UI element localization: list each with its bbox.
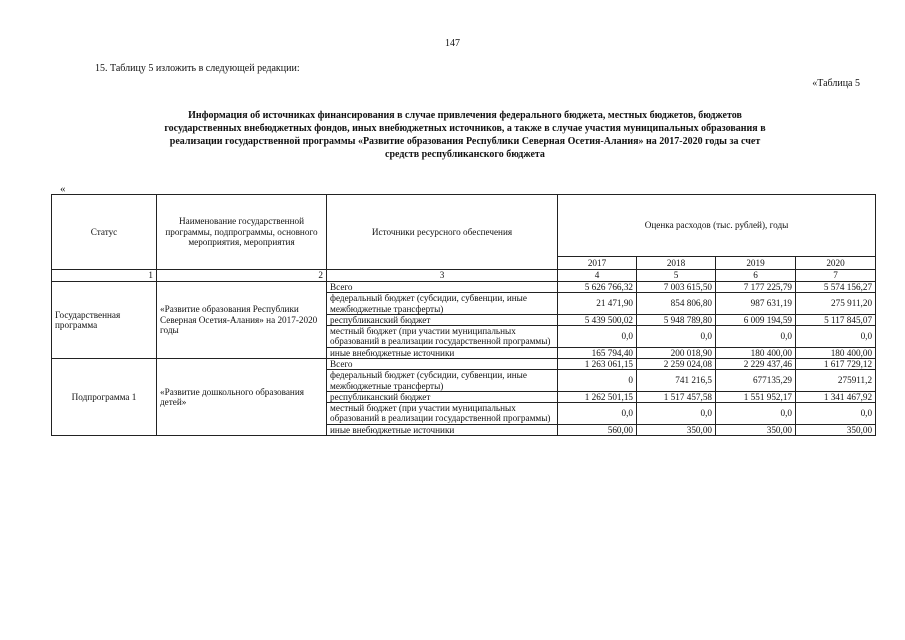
value-cell: 0,0	[796, 403, 876, 424]
value-cell: 0,0	[716, 326, 796, 347]
column-number: 3	[327, 270, 558, 282]
value-cell: 677135,29	[716, 370, 796, 391]
value-cell: 0,0	[558, 403, 637, 424]
value-cell: 0,0	[796, 326, 876, 347]
value-cell: 165 794,40	[558, 347, 637, 358]
value-cell: 2 229 437,46	[716, 359, 796, 370]
header-year: 2020	[796, 257, 876, 270]
table-row	[52, 359, 876, 370]
value-cell: 0,0	[637, 403, 716, 424]
value-cell: 5 117 845,07	[796, 314, 876, 325]
document-title	[60, 109, 870, 161]
column-number: 7	[796, 270, 876, 282]
value-cell: 854 806,80	[637, 293, 716, 314]
value-cell: 741 216,5	[637, 370, 716, 391]
page-number: 147	[445, 38, 460, 49]
value-cell: 987 631,19	[716, 293, 796, 314]
source-cell: Всего	[327, 282, 558, 293]
value-cell: 1 341 467,92	[796, 391, 876, 402]
value-cell: 6 009 194,59	[716, 314, 796, 325]
value-cell: 5 626 766,32	[558, 282, 637, 293]
value-cell: 0,0	[716, 403, 796, 424]
value-cell: 7 177 225,79	[716, 282, 796, 293]
program-name-cell: «Развитие образования Республики Северная Осетия-Алания» на 2017-2020 годы	[157, 282, 327, 359]
open-quote: «	[60, 183, 66, 195]
column-number: 6	[716, 270, 796, 282]
header-year: 2019	[716, 257, 796, 270]
source-cell: местный бюджет (при участии муниципальных образований в реализации государственной программы)	[327, 403, 558, 424]
value-cell: 275 911,20	[796, 293, 876, 314]
header-year: 2018	[637, 257, 716, 270]
value-cell: 7 003 615,50	[637, 282, 716, 293]
funding-table	[51, 194, 876, 436]
value-cell: 1 517 457,58	[637, 391, 716, 402]
status-cell: Государственная программа	[52, 282, 157, 359]
table-row	[52, 282, 876, 293]
column-number: 5	[637, 270, 716, 282]
source-cell: иные внебюджетные источники	[327, 347, 558, 358]
source-cell: федеральный бюджет (субсидии, субвенции, иные межбюджетные трансферты)	[327, 293, 558, 314]
column-number: 4	[558, 270, 637, 282]
value-cell: 560,00	[558, 424, 637, 435]
value-cell: 350,00	[796, 424, 876, 435]
table-label: «Таблица 5	[812, 78, 860, 89]
status-cell: Подпрограмма 1	[52, 359, 157, 436]
value-cell: 350,00	[716, 424, 796, 435]
source-cell: республиканский бюджет	[327, 314, 558, 325]
value-cell: 0,0	[558, 326, 637, 347]
source-cell: Всего	[327, 359, 558, 370]
value-cell: 2 259 024,08	[637, 359, 716, 370]
value-cell: 5 948 789,80	[637, 314, 716, 325]
value-cell: 200 018,90	[637, 347, 716, 358]
column-numbers-row	[52, 270, 876, 282]
value-cell: 275911,2	[796, 370, 876, 391]
value-cell: 180 400,00	[716, 347, 796, 358]
value-cell: 1 262 501,15	[558, 391, 637, 402]
source-cell: федеральный бюджет (субсидии, субвенции, иные межбюджетные трансферты)	[327, 370, 558, 391]
header-status: Статус	[52, 195, 157, 270]
value-cell: 180 400,00	[796, 347, 876, 358]
source-cell: республиканский бюджет	[327, 391, 558, 402]
source-cell: местный бюджет (при участии муниципальных образований в реализации государственной программы)	[327, 326, 558, 347]
instruction-text: 15. Таблицу 5 изложить в следующей редакции:	[95, 63, 300, 74]
title-line: реализации государственной программы «Развитие образования Республики Северная Осетия-Алания» на 2017-2020 годы за счет	[169, 136, 761, 147]
program-name-cell: «Развитие дошкольного образования детей»	[157, 359, 327, 436]
column-number: 2	[157, 270, 327, 282]
header-year: 2017	[558, 257, 637, 270]
value-cell: 21 471,90	[558, 293, 637, 314]
header-name: Наименование государственной программы, подпрограммы, основного мероприятия, мероприятия	[157, 195, 327, 270]
value-cell: 5 574 156,27	[796, 282, 876, 293]
value-cell: 0,0	[637, 326, 716, 347]
value-cell: 1 617 729,12	[796, 359, 876, 370]
value-cell: 350,00	[637, 424, 716, 435]
title-line: Информация об источниках финансирования в случае привлечения федерального бюджета, местных бюджетов, бюджетов	[188, 110, 742, 121]
header-source: Источники ресурсного обеспечения	[327, 195, 558, 270]
value-cell: 1 263 061,15	[558, 359, 637, 370]
value-cell: 5 439 500,02	[558, 314, 637, 325]
title-line: средств республиканского бюджета	[385, 149, 545, 160]
header-estimate: Оценка расходов (тыс. рублей), годы	[558, 195, 876, 257]
value-cell: 1 551 952,17	[716, 391, 796, 402]
title-line: государственных внебюджетных фондов, иных внебюджетных источников, а также в случае участия муниципальных образования в	[164, 123, 766, 134]
column-number: 1	[52, 270, 157, 282]
source-cell: иные внебюджетные источники	[327, 424, 558, 435]
value-cell: 0	[558, 370, 637, 391]
